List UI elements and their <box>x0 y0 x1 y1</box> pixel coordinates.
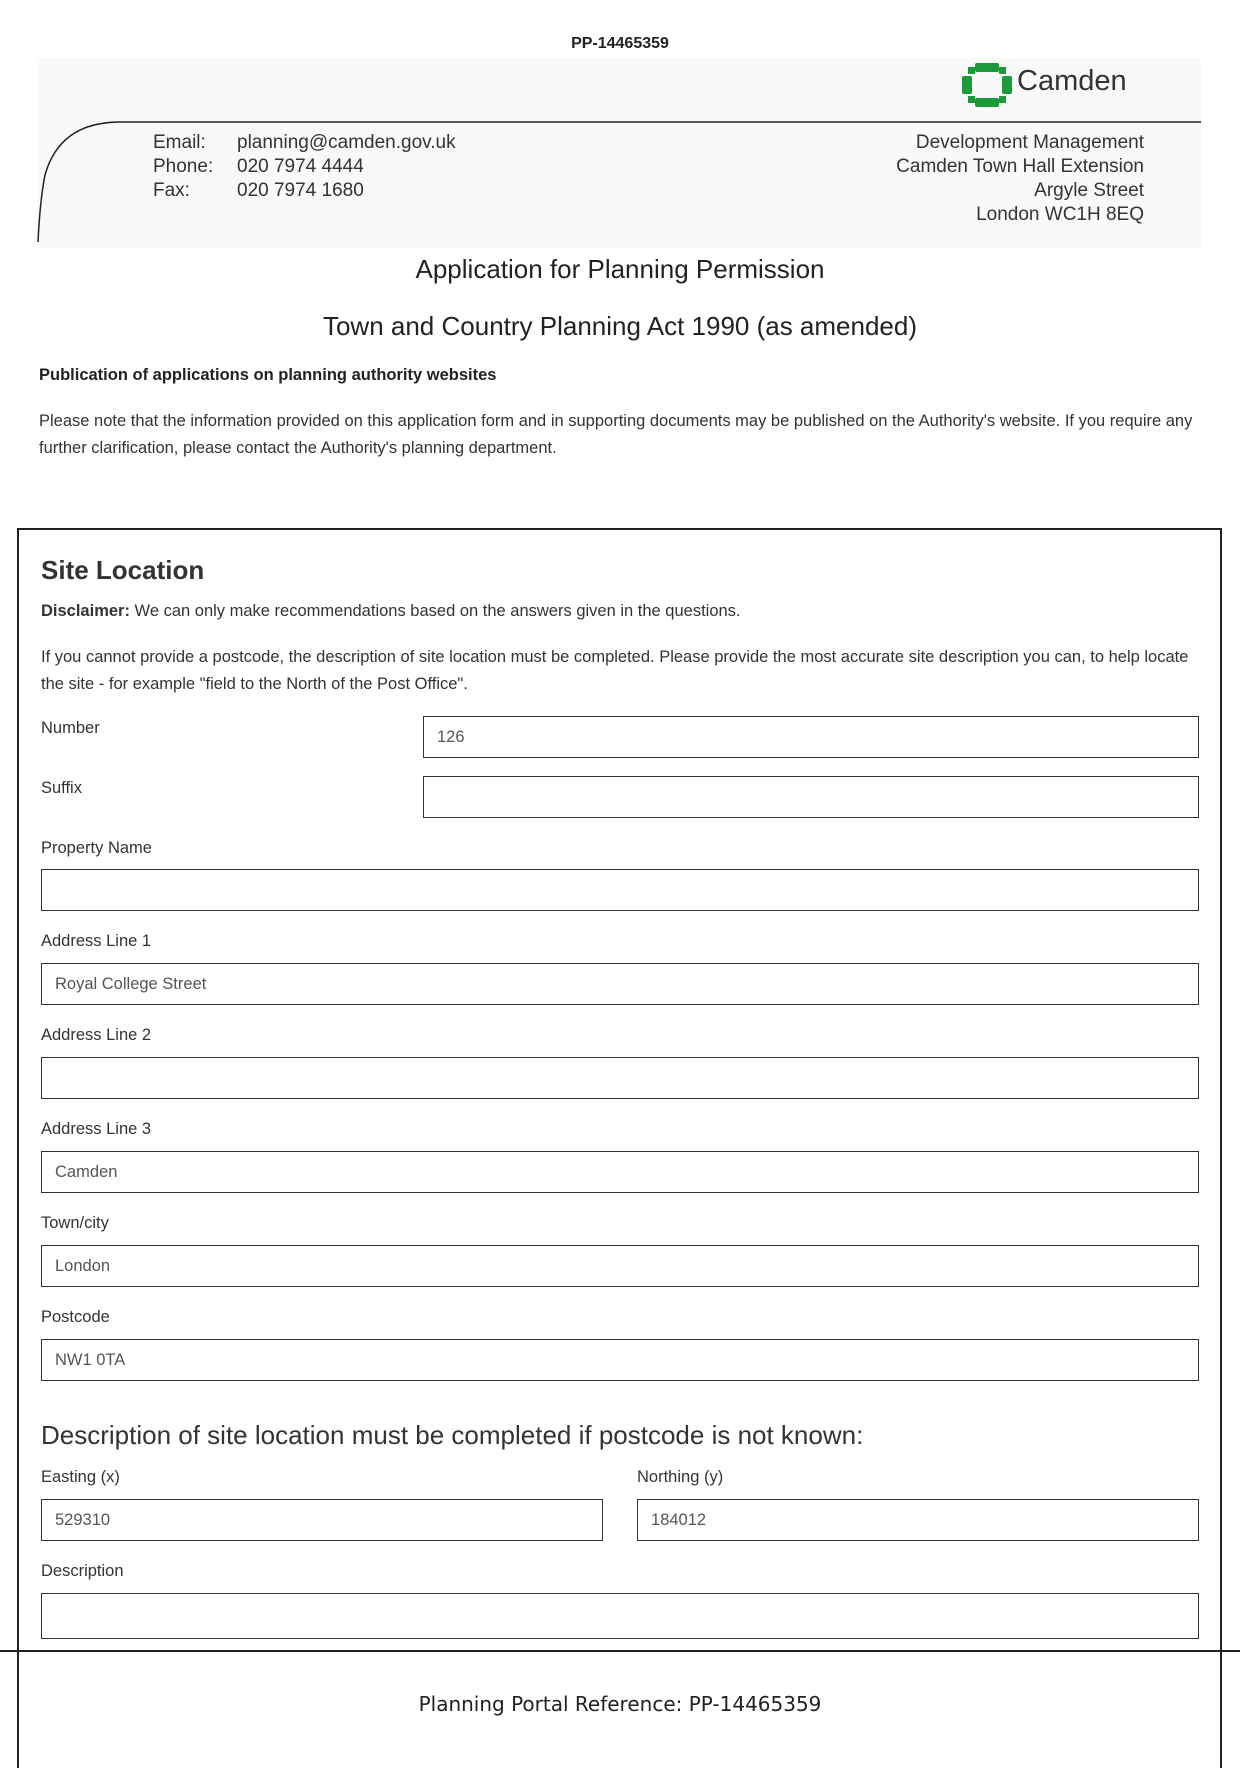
suffix-label: Suffix <box>41 779 82 797</box>
instructions-text: If you cannot provide a postcode, the description of site location must be completed. Please provide the most accurate site description you can, to help locate the site - for example "field to the North of the Post Office". <box>41 648 1189 693</box>
form-title: Application for Planning Permission <box>415 254 825 284</box>
property-name-field[interactable] <box>41 869 1199 911</box>
disclaimer-text: We can only make recommendations based on the answers given in the questions. <box>129 602 741 620</box>
council-address <box>896 131 1144 227</box>
northing-label: Northing (y) <box>637 1468 724 1486</box>
disclaimer-label: Disclaimer: <box>41 602 130 620</box>
camden-logo <box>962 63 1148 107</box>
section-heading: Site Location <box>41 555 205 585</box>
description-heading: Description of site location must be completed if postcode is not known: <box>41 1420 864 1450</box>
town-city-label: Town/city <box>41 1214 109 1232</box>
address-line: London WC1H 8EQ <box>976 204 1144 225</box>
postcode-field[interactable] <box>41 1339 1199 1381</box>
easting-label: Easting (x) <box>41 1468 120 1486</box>
property-name-label: Property Name <box>41 839 152 857</box>
footer-reference: Planning Portal Reference: PP-14465359 <box>418 1692 822 1716</box>
footer-divider <box>0 1650 1240 1652</box>
camden-logo-icon <box>962 63 1012 107</box>
fax-label: Fax: <box>153 180 190 201</box>
publication-heading: Publication of applications on planning authority websites <box>39 366 497 384</box>
description-label: Description <box>41 1562 124 1580</box>
address-line-1-field[interactable] <box>41 963 1199 1005</box>
form-subtitle: Town and Country Planning Act 1990 (as amended) <box>322 311 918 341</box>
address-line-2-label: Address Line 2 <box>41 1026 152 1044</box>
address-line-1-label: Address Line 1 <box>41 932 152 950</box>
logo-text: Camden <box>1017 65 1127 97</box>
address-line-3-label: Address Line 3 <box>41 1120 152 1138</box>
reference-number-top: PP-14465359 <box>571 35 669 52</box>
address-line-3-field[interactable] <box>41 1151 1199 1193</box>
phone-number: 020 7974 4444 <box>237 156 364 177</box>
contact-values <box>237 131 456 203</box>
northing-field[interactable] <box>637 1499 1199 1541</box>
description-field[interactable] <box>41 1593 1199 1639</box>
email-address: planning@camden.gov.uk <box>237 132 456 153</box>
disclaimer <box>41 602 741 621</box>
number-label: Number <box>41 719 100 737</box>
address-line: Camden Town Hall Extension <box>896 156 1144 177</box>
publication-text: Please note that the information provided on this application form and in supporting documents may be published on the Authority's website. If you require any further clarification, please contact the Authority's planning department. <box>39 412 1193 457</box>
town-city-field[interactable] <box>41 1245 1199 1287</box>
email-label: Email: <box>153 132 206 153</box>
postcode-label: Postcode <box>41 1308 110 1326</box>
address-line-2-field[interactable] <box>41 1057 1199 1099</box>
suffix-field[interactable] <box>423 776 1199 818</box>
easting-field[interactable] <box>41 1499 603 1541</box>
address-line: Argyle Street <box>1034 180 1144 201</box>
site-location-section <box>17 528 1222 1768</box>
contact-labels <box>153 131 213 203</box>
fax-number: 020 7974 1680 <box>237 180 364 201</box>
number-field[interactable] <box>423 716 1199 758</box>
address-line: Development Management <box>915 132 1144 153</box>
phone-label: Phone: <box>153 156 214 177</box>
